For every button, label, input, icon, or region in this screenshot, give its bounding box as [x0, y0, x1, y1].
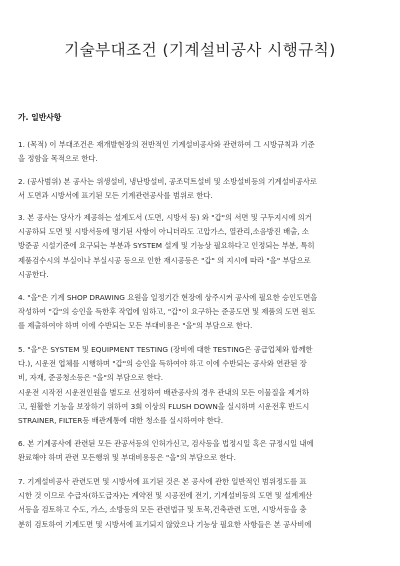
paragraph-line: 시공하되 도면 및 시방서등에 명기된 사항이 아니더라도 고압가스, 열관리,소음방진 배출, 소 — [18, 227, 309, 237]
paragraph-7 — [18, 475, 380, 532]
paragraph-line: 4. "을"은 기계 SHOP DRAWING 요원을 일정기간 현장에 상주시켜 공사에 필요한 승인도면을 — [18, 293, 318, 302]
paragraph-5 — [18, 343, 380, 428]
paragraph-line: 고, 원활한 기능을 보장하기 위하여 3회 이상의 FLUSH DOWN을 실시하며 시운전후 반드시 — [18, 401, 310, 411]
paragraph-line: 다.), 시운전 업체를 시행하며 "갑"의 승인을 득하여야 하고 이에 수반되는 공사와 연관된 장 — [18, 359, 307, 369]
paragraph-line: 을 정함을 목적으로 한다. — [18, 154, 98, 164]
paragraph-line: 1. (목적) 이 부대조건은 재개발현장의 전반적인 기계설비공사와 관련하여 그 시방규칙과 기준 — [18, 140, 315, 149]
paragraph-1 — [18, 138, 380, 166]
paragraph-line: 를 제출하여야 하며 이에 수반되는 모든 부대비용은 "을"의 부담으로 한다. — [18, 321, 253, 331]
paragraph-line: 비, 자재, 준공청소등은 "을"의 부담으로 한다. — [18, 373, 164, 383]
paragraph-line: 작성하여 "갑"의 승인을 득한후 작업에 임하고, "갑"이 요구하는 준공도면 및 제품의 도면 원도 — [18, 307, 316, 317]
paragraph-line: 2. (공사범위) 본 공사는 위생설비, 냉난방설비, 공조덕트설비 및 소방설비등의 기계설비공사로 — [18, 177, 317, 186]
paragraph-line: 7. 기계설비공사 관련도면 및 시방서에 표기된 것은 본 공사에 관한 일반적인 범위정도를 표 — [18, 477, 307, 486]
paragraph-4 — [18, 291, 380, 334]
paragraph-line: 제품검수시의 부실이나 부실시공 등으로 인한 재시공등은 "갑" 의 지시에 따라 "을" 부담으로 — [18, 255, 311, 265]
paragraph-line: 시한 것 이므로 수급자(하도급자)는 계약전 및 시공전에 전기, 기계설비등의 도면 및 설계계산 — [18, 491, 313, 501]
paragraph-3 — [18, 211, 380, 282]
paragraph-line: 서 도면과 시방서에 표기된 모든 기계관련공사를 범위로 한다. — [18, 191, 213, 201]
paragraph-2 — [18, 175, 380, 203]
paragraph-line: 시공한다. — [18, 269, 49, 279]
document-title: 기술부대조건 (기계설비공사 시행규칙) — [64, 41, 336, 59]
paragraph-line: 3. 본 공사는 당사가 제공하는 설계도서 (도면, 시방서 등) 와 "갑"의 서면 및 구두지시에 의거 — [18, 213, 312, 222]
section-heading: 가. 일반사항 — [18, 113, 62, 122]
paragraph-line: 시운전 시작전 시운전인원을 별도로 선정하여 배관공사의 경우 관내의 모든 이물질을 제거하 — [18, 387, 310, 397]
paragraph-line: STRAINER, FILTER등 배관계통에 대한 청소를 실시하여야 한다. — [18, 416, 224, 426]
paragraph-line: 서등을 검토하고 수도, 가스, 소방등의 모든 관련법규 및 토목,건축관련 도면, 시방서등을 충 — [18, 505, 307, 515]
paragraph-line: 방준공 시설기준에 요구되는 부분과 SYSTEM 설계 및 기능상 필요하다고 인정되는 부분, 특히 — [18, 241, 315, 251]
paragraph-line: 5. "을"은 SYSTEM 및 EQUIPMENT TESTING (장비에 대한 TESTING은 공급업체와 합께한 — [18, 345, 313, 354]
paragraph-line: 완료해야 하며 관련 모든행위 및 부대비용등은 "을"의 부담으로 한다. — [18, 453, 236, 463]
paragraph-line: 6. 본 기계공사에 관련된 모든 관공서등의 인허가신고, 검사등을 법정시일 혹은 규정시일 내에 — [18, 439, 314, 448]
paragraph-6 — [18, 437, 380, 465]
paragraph-line: 분히 검토하여 기계도면 및 시방서에 표기되지 않았으나 기능상 필요한 사항들은 본 공사비에 — [18, 519, 312, 529]
